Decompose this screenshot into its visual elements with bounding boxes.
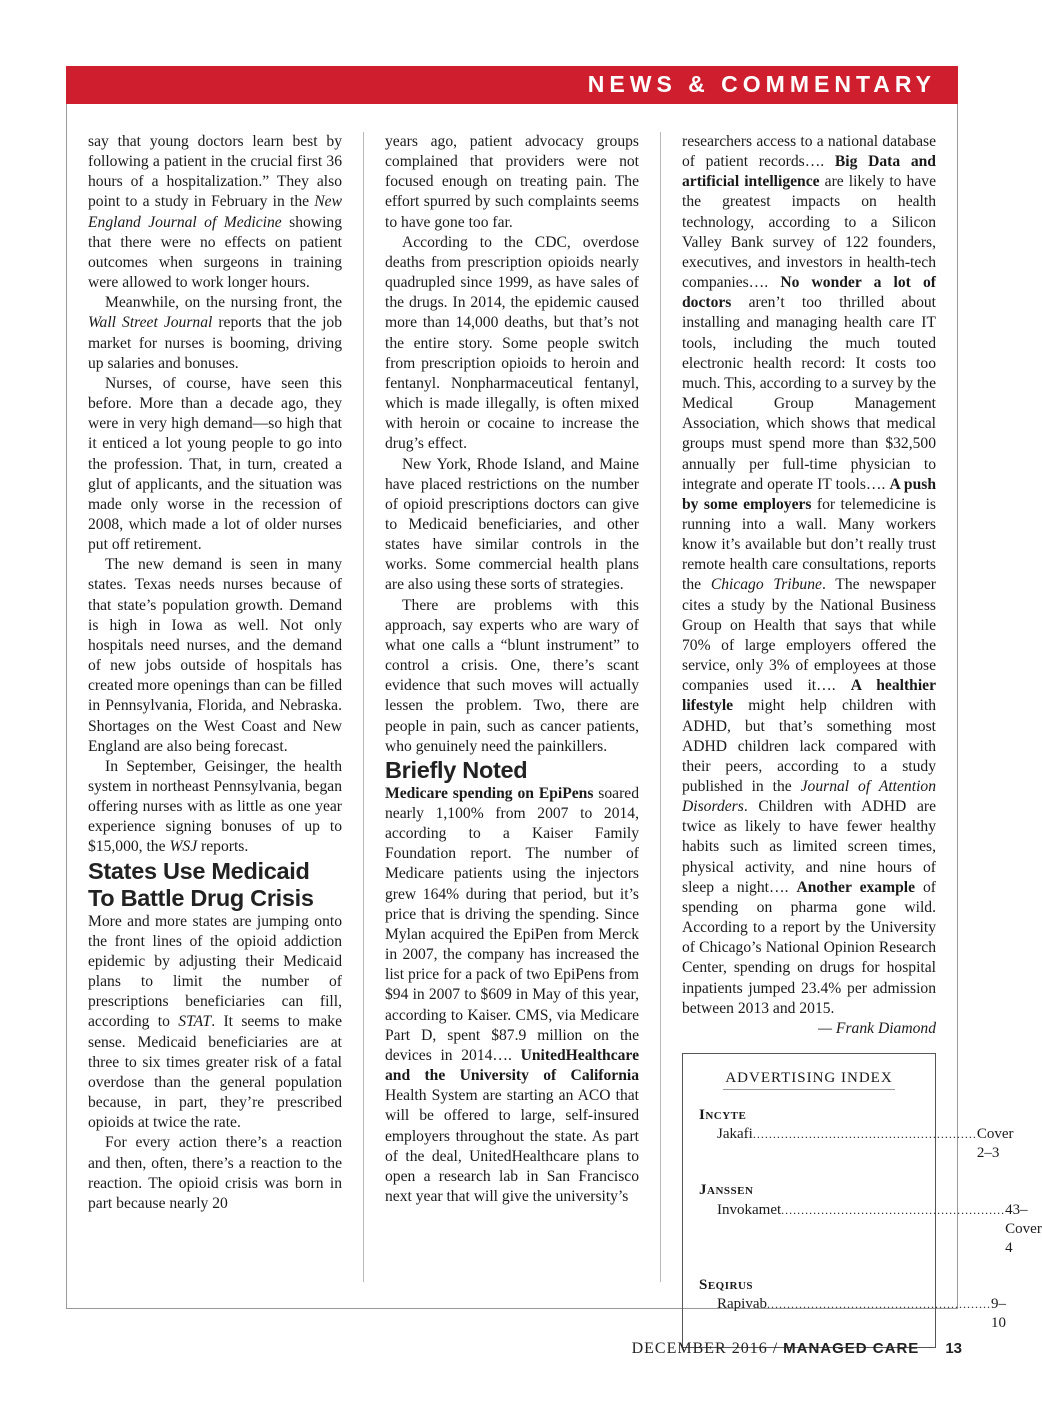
paragraph: say that young doctors learn best by following a patient in the crucial first 36 hours of a hospitalization.” They also point to a study in February in the New England Journal of Medicine showing that there were no effects on patient outcomes when surgeons in training were allowed to work longer hours. xyxy=(88,133,342,292)
advertiser-name: Seqirus xyxy=(699,1276,754,1293)
author-signature: — Frank Diamond xyxy=(818,1019,936,1037)
paragraph: The new demand is seen in many states. Texas needs nurses because of that state’s population growth. Demand is high in Iowa as well. Not only hospitals need nurses, and the demand of new jobs outside of hospitals has created more openings than can be filled in Pennsylvania, Florida, and Nebraska. Shortages on the West Coast and New England are also being forecast. xyxy=(88,556,342,755)
page-number: 13 xyxy=(945,1340,962,1357)
magazine-name: MANAGED CARE xyxy=(783,1340,920,1357)
paragraph: researchers access to a national database of patient records…. Big Data and artificial intelligence are likely to have the greatest impacts on health technology, according to a Silicon Valley Bank survey of 122 founders, executives, and investors in health-tech companies…. No wonder a lot of doctors aren’t too thrilled about installing and managing health care IT tools, including the much touted electronic health record: It costs too much. This, according to a survey by the Medical Group Management Association, which shows that medical groups must spend more than $32,500 annually per full-time physician to integrate and operate IT tools…. A push by some employers for telemedicine is running into a wall. Many workers know it’s available but don’t really trust remote health care consultations, reports the Chicago Tribune. The newspaper cites a study by the National Business Group on Health that says that while 70% of large employers offered the service, only 3% of employees at those companies used it…. A healthier lifestyle might help children with ADHD, but that’s something most ADHD children lack compared with their peers, according to a study published in the Journal of Attention Disorders. Children with ADHD are twice as likely to have fewer healthy habits such as limited screen times, physical activity, and nine hours of sleep a night…. Another example of spending on pharma gone wild. According to a report by the University of Chicago’s National Opinion Research Center, spending on drugs for hospital inpatients jumped 23.4% per admission between 2013 and 2015. xyxy=(682,133,937,1017)
issue-date: DECEMBER 2016 / xyxy=(631,1340,784,1357)
column-divider xyxy=(660,132,661,1282)
advertiser-name: Janssen xyxy=(699,1182,754,1199)
column-1 xyxy=(88,132,342,1214)
paragraph: There are problems with this approach, say experts who are wary of what one calls a “blunt instrument” to control a crisis. One, there’s scant evidence that such moves will actually lessen the problem. Two, there are people in pain, such as cancer patients, who genuinely need the painkillers. xyxy=(385,596,639,755)
advertising-entry: Jakafi ........................................................ Cover 2–3 xyxy=(717,1126,1014,1162)
paragraph: Nurses, of course, have seen this before. More than a decade ago, they were in very high demand—so high that it enticed a lot young people to go into the profession. That, in turn, created a glut of applicants, and the situation was made only worse in the recession of 2008, which made a lot of older nurses put off retirement. xyxy=(88,374,342,554)
paragraph: In September, Geisinger, the health system in northeast Pennsylvania, began offering nurses with as little as one year experience signing bonuses of up to $15,000, the WSJ reports. xyxy=(88,757,342,856)
paragraph: Meanwhile, on the nursing front, the Wall Street Journal reports that the job market for nurses is booming, driving up salaries and bonuses. xyxy=(88,294,342,372)
column-2 xyxy=(385,132,639,1207)
page-footer xyxy=(632,1340,962,1358)
advertising-index-box xyxy=(682,1053,1042,1348)
advertising-index-title: ADVERTISING INDEX xyxy=(699,1068,935,1088)
paragraph: Medicare spending on EpiPens soared nearly 1,100% from 2007 to 2014, according to a Kaiser Family Foundation report. The number of Medicare patients using the injectors grew 164% during that period, but it’s price that is driving the spending. Since Mylan acquired the EpiPen from Merck in 2007, the company has increased the list price for a pack of two EpiPens from $94 in 2007 to $609 in May of this year, according to Kaiser. CMS, via Medicare Part D, spent $87.9 million on the devices in 2014…. UnitedHealthcare and the University of California Health System are starting an ACO that will be offered to large, self-insured employers throughout the state. As part of the deal, UnitedHealthcare plans to open a research lab in San Francisco next year that will give the university’s xyxy=(385,784,639,1205)
article-heading: States Use Medicaid To Battle Drug Crisis xyxy=(88,857,314,911)
column-3 xyxy=(682,132,1042,1348)
advertising-entry: Invokamet ........................................................ 43–Cover 4 xyxy=(717,1201,1042,1256)
paragraph: More and more states are jumping onto the front lines of the opioid addiction epidemic by adjusting their Medicaid plans to limit the number of prescriptions beneficiaries can fill, according to STAT. It seems to make sense. Medicaid beneficiaries are at three to six times greater risk of a fatal overdose than the general population because, in part, they’re prescribed opioids at twice the rate. xyxy=(88,912,342,1132)
section-title: NEWS & COMMENTARY xyxy=(587,71,936,97)
column-divider xyxy=(363,132,364,1282)
briefly-noted-heading: Briefly Noted xyxy=(385,756,528,783)
paragraph: New York, Rhode Island, and Maine have placed restrictions on the number of opioid prescriptions doctors can give to Medicaid beneficiaries, and other states have similar controls in the works. Some commercial health plans are also using these sorts of strategies. xyxy=(385,455,639,594)
advertiser-name: Incyte xyxy=(699,1107,747,1124)
paragraph: For every action there’s a reaction and then, often, there’s a reaction to the reaction. The opioid crisis was born in part because nearly 20 xyxy=(88,1134,342,1212)
paragraph: According to the CDC, overdose deaths from prescription opioids nearly quadrupled since 1999, as have sales of the drugs. In 2014, the epidemic caused more than 14,000 deaths, but that’s not the entire story. Some people switch from prescription opioids to heroin and fentanyl. Nonpharmaceutical fentanyl, which is made illegally, is often mixed with heroin or cocaine to increase the drug’s effect. xyxy=(385,233,639,453)
section-banner xyxy=(66,66,958,104)
advertising-entry: Rapivab ........................................................ 9–10 xyxy=(717,1295,1006,1331)
paragraph: years ago, patient advocacy groups complained that providers were not focused enough on treating pain. The effort spurred by such complaints seems to have gone too far. xyxy=(385,133,639,231)
